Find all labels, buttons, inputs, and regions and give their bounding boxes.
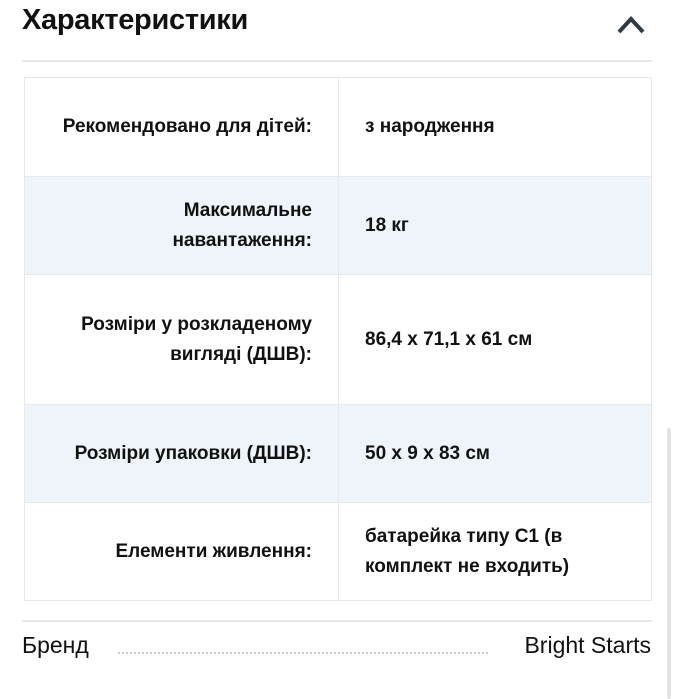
table-row [25,78,652,177]
table-row [25,503,652,601]
table-row [25,405,652,503]
spec-label: Максимальне навантаження: [25,177,339,275]
spec-label: Елементи живлення: [25,503,339,601]
section-title: Характеристики [22,4,249,36]
spec-value: з народження [339,78,652,177]
spec-label: Рекомендовано для дітей: [25,78,339,177]
chevron-up-icon[interactable] [614,10,648,38]
divider [22,60,652,62]
spec-value: 18 кг [339,177,652,275]
brand-label: Бренд [22,632,89,658]
table-row [25,275,652,405]
scrollbar[interactable] [667,428,671,699]
spec-value: 86,4 x 71,1 x 61 см [339,275,652,405]
spec-label: Розміри упаковки (ДШВ): [25,405,339,503]
table-row [25,177,652,275]
spec-value: батарейка типу С1 (в комплект не входить) [339,503,652,601]
dotted-leader [118,652,488,654]
divider [22,620,652,622]
specs-table [24,77,652,601]
brand-value[interactable]: Bright Starts [524,632,651,658]
spec-label: Розміри у розкладеному вигляді (ДШВ): [25,275,339,405]
spec-value: 50 x 9 x 83 см [339,405,652,503]
